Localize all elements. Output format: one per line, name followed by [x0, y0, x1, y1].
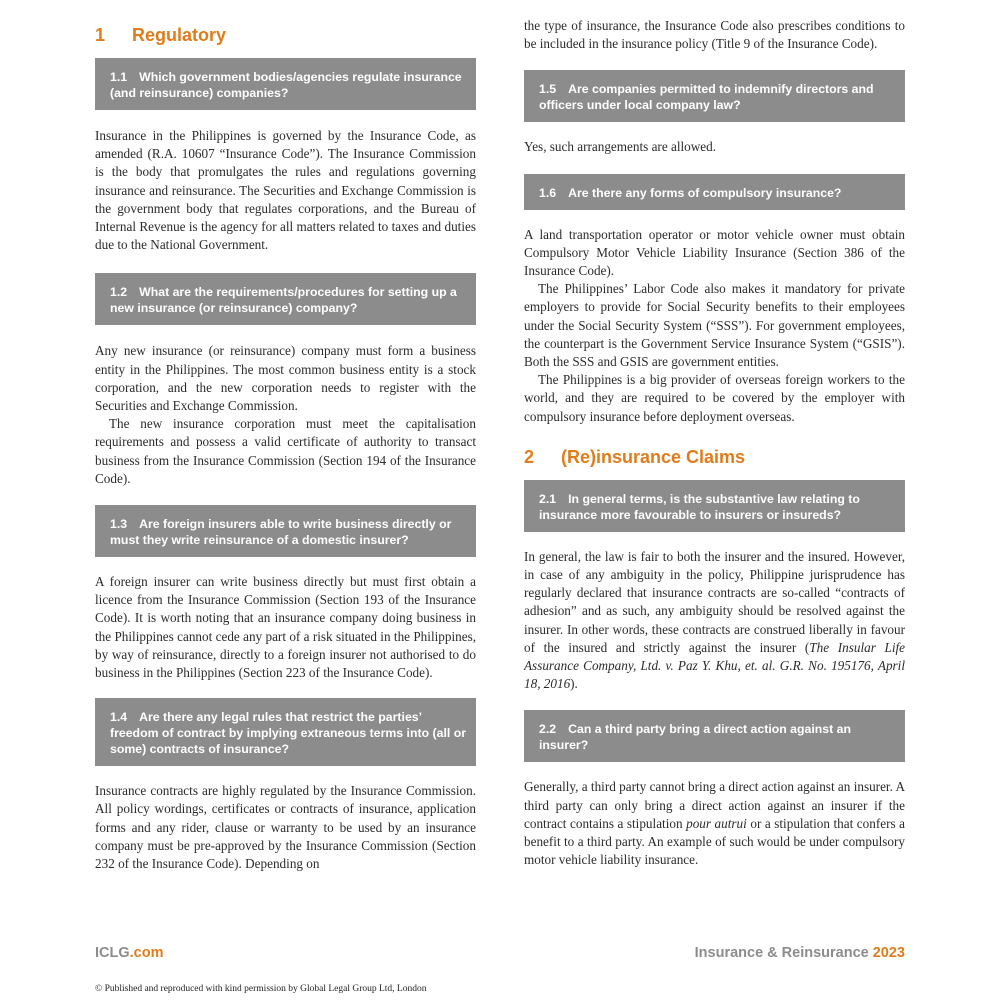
answer-2-1: [524, 548, 905, 694]
question-number: 2.1: [539, 491, 557, 506]
section-title: (Re)insurance Claims: [561, 446, 746, 467]
answer-2-1-text: In general, the law is fair to both the insurer and the insured. However, in case of any ambiguity in the policy, Philippine jurisprudence has regularly declared that insurance contracts are so-called “contracts of adhesion” and as such, any ambiguity should be resolved against the insurer. In other words, these contracts are construed liberally in favour of the insured and strictly against the insurer (: [524, 548, 905, 655]
question-number: 1.6: [539, 185, 557, 200]
question-box-1-4: [95, 698, 476, 766]
publication-title: Insurance & Reinsurance: [694, 945, 873, 961]
section-heading-regulatory: [95, 24, 476, 46]
question-text: Can a third party bring a direct action against an insurer?: [539, 722, 851, 753]
case-citation: The Insular Life Assurance Company, Ltd. v. Paz Y. Khu, et. al.: [524, 639, 906, 674]
answer-2-1-end: ).: [570, 676, 578, 692]
answer-1-4: Insurance contracts are highly regulated by the Insurance Commission. All policy wordings, certificates or contracts of insurance, application forms and any rider, clause or warranty to be used by an insurance company must be pre-approved by the Insurance Commission (Section 232 of the Insurance Code). Depending on: [95, 783, 476, 872]
question-text: Are there any forms of compulsory insurance?: [568, 185, 842, 200]
answer-1-2-paragraph-1: Any new insurance (or reinsurance) company must form a business entity in the Philippines. The most common business entity is a stock corporation, and the new corporation needs to register with the Securities and Exchange Commission.: [95, 343, 476, 414]
question-text: Which government bodies/agencies regulate insurance (and reinsurance) companies?: [110, 70, 462, 100]
question-text: Are foreign insurers able to write business directly or must they write reinsurance of a domestic insurer?: [110, 517, 452, 548]
question-box-2-1: [524, 480, 905, 532]
question-text: Are there any legal rules that restrict the parties’ freedom of contract by implying extraneous terms into (all or some) contracts of insurance?: [110, 710, 466, 757]
left-column: [95, 0, 476, 873]
answer-1-6-paragraph-2: The Philippines’ Labor Code also makes it mandatory for private employers to provide for Social Security benefits to their employees under the Social Security System (“SSS”). For government employees, the counterpart is the Government Service Insurance System (“GSIS”). Both the SSS and GSIS are government entities.: [524, 281, 905, 370]
right-column: [524, 0, 905, 869]
question-number: 2.2: [539, 722, 557, 737]
publication-year: 2023: [872, 945, 905, 961]
footer-brand: [95, 945, 163, 961]
question-number: 1.2: [110, 285, 128, 300]
question-box-1-3: [95, 505, 476, 557]
answer-1-5: Yes, such arrangements are allowed.: [524, 139, 717, 155]
question-text: What are the requirements/procedures for setting up a new insurance (or reinsurance) company?: [110, 285, 457, 316]
question-number: 1.4: [110, 710, 128, 725]
answer-1-1: Insurance in the Philippines is governed by the Insurance Code, as amended (R.A. 10607 “Insurance Code”). The Insurance Commission is the body that promulgates the rules and regulations governing insurance and reinsurance. The Securities and Exchange Commission is the government body that regulates corporations, and the Bureau of Internal Revenue is the agency for all matters related to taxes and duties due to the National Government.: [95, 128, 476, 253]
footer-publication: [695, 945, 905, 961]
copyright-notice: © Published and reproduced with kind permission by Global Legal Group Ltd, London: [95, 984, 427, 994]
brand-name: ICLG: [95, 945, 130, 961]
answer-1-2-paragraph-2: The new insurance corporation must meet the capitalisation requirements and possess a valid certificate of authority to transact business from the Insurance Commission (Section 194 of the Insurance Code).: [95, 416, 476, 486]
answer-2-2-text: Generally, a third party cannot bring a direct action against an insurer. A third party can only bring a direct action against an insurer if the contract contains a stipulation: [524, 779, 905, 831]
section-heading-reinsurance-claims: [524, 446, 905, 468]
latin-term: pour autrui: [686, 815, 747, 831]
answer-1-4-continued: the type of insurance, the Insurance Code also prescribes conditions to be included in the insurance policy (Title 9 of the Insurance Code).: [524, 18, 905, 52]
section-number: 1: [95, 25, 106, 45]
question-box-1-5: [524, 70, 905, 122]
section-number: 2: [524, 446, 535, 467]
question-number: 1.1: [110, 70, 128, 84]
question-text: Are companies permitted to indemnify directors and officers under local company law?: [539, 82, 874, 113]
question-number: 1.3: [110, 517, 128, 532]
answer-2-2: [524, 778, 905, 869]
question-box-2-2: [524, 710, 905, 762]
question-box-1-2: [95, 273, 476, 325]
answer-1-6-paragraph-1: A land transportation operator or motor vehicle owner must obtain Compulsory Motor Vehicle Liability Insurance (Section 386 of the Insurance Code).: [524, 226, 905, 279]
question-text: In general terms, is the substantive law relating to insurance more favourable to insurers or insureds?: [539, 491, 860, 522]
answer-2-2-end: or a stipulation that confers a benefit to a third party. An example of such would be under compulsory motor vehicle liability insurance.: [524, 815, 905, 868]
answer-1-3: A foreign insurer can write business directly but must first obtain a licence from the Insurance Commission (Section 193 of the Insurance Code). It is worth noting that an insurance company doing business in the Philippines cannot cede any part of a risk situated in the Philippines, by way of reinsurance, directly to a foreign insurer not authorised to do business in the Philippines (Section 223 of the Insurance Code).: [95, 574, 476, 681]
question-box-1-6: [524, 174, 905, 210]
answer-1-6-paragraph-3: The Philippines is a big provider of overseas foreign workers to the world, and they are required to be covered by the employer with compulsory insurance before deployment overseas.: [524, 372, 905, 424]
question-number: 1.5: [539, 82, 557, 97]
section-title: Regulatory: [132, 25, 227, 45]
brand-domain: .com: [129, 945, 164, 961]
question-box-1-1: [95, 58, 476, 110]
case-number: G.R. No. 195176, April 18, 2016: [524, 658, 905, 692]
